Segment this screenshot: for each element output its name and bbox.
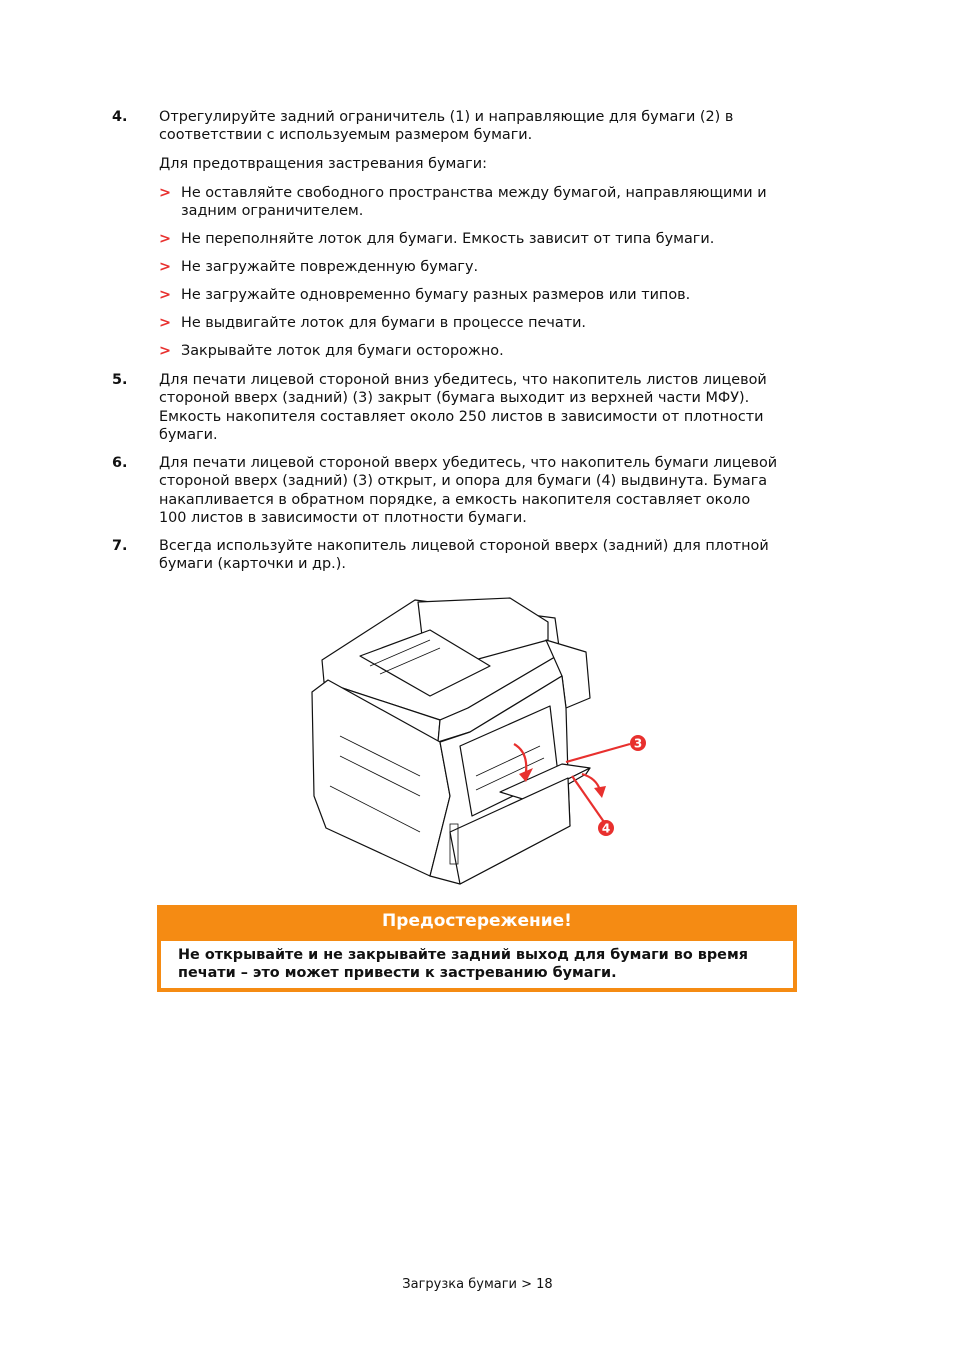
bullet-arrow-icon: > bbox=[159, 315, 172, 331]
step-number: 4. bbox=[112, 109, 128, 125]
bullet-line: Не переполняйте лоток для бумаги. Емкость зависит от типа бумаги. bbox=[181, 231, 715, 247]
printer-illustration bbox=[300, 596, 660, 886]
warning-line: печати – это может привести к застреванию бумаги. bbox=[178, 965, 617, 982]
step-text bbox=[159, 537, 809, 574]
step-line: Для печати лицевой стороной вниз убедитесь, что накопитель листов лицевой bbox=[159, 372, 767, 388]
step-line: стороной вверх (задний) (3) закрыт (бумага выходит из верхней части МФУ). bbox=[159, 390, 750, 407]
step-line: соответствии с используемым размером бумаги. bbox=[159, 127, 533, 144]
bullet-line: Не выдвигайте лоток для бумаги в процессе печати. bbox=[181, 315, 587, 331]
step-number: 5. bbox=[112, 372, 128, 388]
bullet-line: Не загружайте одновременно бумагу разных размеров или типов. bbox=[181, 287, 691, 303]
callout-4-leader bbox=[572, 776, 604, 822]
bullet-line: Закрывайте лоток для бумаги осторожно. bbox=[181, 343, 504, 359]
step-line: накапливается в обратном порядке, а емкость накопителя составляет около bbox=[159, 491, 751, 508]
step-text bbox=[159, 371, 809, 445]
step-line: стороной вверх (задний) (3) открыт, и опора для бумаги (4) выдвинута. Бумага bbox=[159, 473, 768, 490]
step-line: бумаги (карточки и др.). bbox=[159, 556, 346, 573]
step-text bbox=[159, 108, 809, 145]
callout-4-label: 4 bbox=[601, 821, 611, 836]
callout-3-label: 3 bbox=[633, 736, 643, 751]
intro-text: Для предотвращения застревания бумаги: bbox=[159, 156, 487, 172]
bullet-line: Не оставляйте свободного пространства между бумагой, направляющими и bbox=[181, 185, 767, 201]
bullet-arrow-icon: > bbox=[159, 231, 172, 247]
step-line: Емкость накопителя составляет около 250 листов в зависимости от плотности bbox=[159, 408, 764, 425]
step-text bbox=[159, 454, 809, 528]
warning-title: Предостережение! bbox=[382, 911, 572, 931]
step-line: Отрегулируйте задний ограничитель (1) и направляющие для бумаги (2) в bbox=[159, 109, 734, 125]
bullet-arrow-icon: > bbox=[159, 259, 172, 275]
step-line: Всегда используйте накопитель лицевой стороной вверх (задний) для плотной bbox=[159, 538, 769, 554]
step-number: 7. bbox=[112, 538, 128, 554]
step-line: 100 листов в зависимости от плотности бумаги. bbox=[159, 510, 527, 527]
bullet-arrow-icon: > bbox=[159, 343, 172, 359]
bullet-line: задним ограничителем. bbox=[181, 203, 364, 220]
warning-box bbox=[157, 905, 797, 992]
step-number: 6. bbox=[112, 455, 128, 471]
warning-body bbox=[161, 941, 793, 988]
page-footer: Загрузка бумаги > 18 bbox=[402, 1277, 553, 1292]
bullet-arrow-icon: > bbox=[159, 185, 172, 201]
step-line: Для печати лицевой стороной вверх убедитесь, что накопитель бумаги лицевой bbox=[159, 455, 778, 471]
arrow-head-icon bbox=[594, 786, 606, 798]
bullet-arrow-icon: > bbox=[159, 287, 172, 303]
bullet-line: Не загружайте поврежденную бумагу. bbox=[181, 259, 479, 275]
warning-line: Не открывайте и не закрывайте задний выход для бумаги во время bbox=[178, 947, 748, 963]
step-line: бумаги. bbox=[159, 427, 218, 444]
callout-3-leader bbox=[566, 744, 630, 762]
